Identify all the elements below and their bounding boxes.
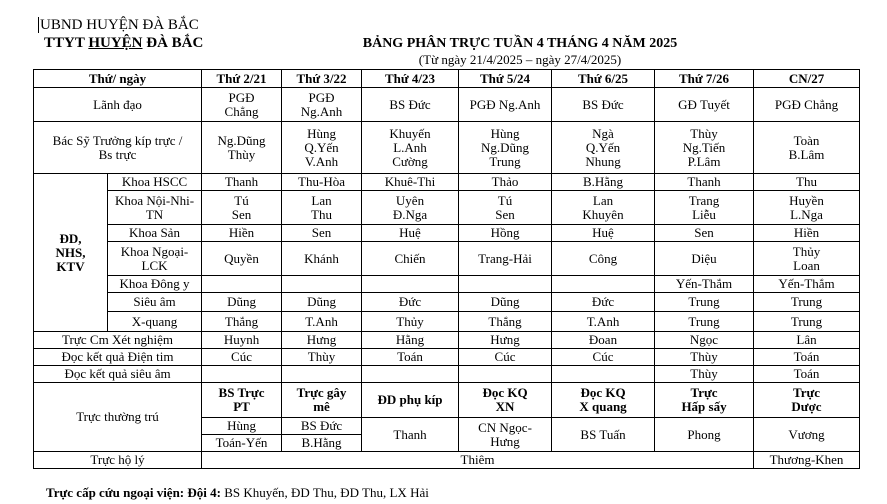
table-row-doctors	[34, 122, 860, 174]
table-cell: Hùng Ng.Dũng Trung	[459, 122, 552, 174]
document-subtitle: (Từ ngày 21/4/2025 – ngày 27/4/2025)	[418, 52, 622, 67]
table-cell: Tú Sen	[202, 191, 282, 225]
table-cell: BS Đức	[362, 88, 459, 122]
table-cell: Công	[552, 242, 655, 276]
table-cell: PGĐ Chẳng	[202, 88, 282, 122]
row-label: Lãnh đạo	[34, 88, 202, 122]
table-cell	[282, 276, 362, 293]
role-header: ĐD phụ kíp	[362, 383, 459, 418]
table-cell: Trang Liễu	[655, 191, 754, 225]
table-cell: Quyền	[202, 242, 282, 276]
table-cell: Diệu	[655, 242, 754, 276]
day-header: Thứ 6/25	[552, 70, 655, 88]
table-cell: Sen	[655, 225, 754, 242]
table-cell: Yến-Thắm	[655, 276, 754, 293]
table-row-dept	[34, 225, 860, 242]
table-cell: Trung	[655, 293, 754, 312]
dept-label: Khoa Sản	[108, 225, 202, 242]
role-header: Trực Hấp sấy	[655, 383, 754, 418]
table-cell: Hùng	[202, 418, 282, 435]
dept-label: Khoa Nội-Nhi- TN	[108, 191, 202, 225]
org-name-health-center	[44, 35, 203, 51]
footer-note	[46, 485, 429, 500]
table-cell: Phong	[655, 418, 754, 452]
table-row-dept	[34, 242, 860, 276]
org-suffix: ĐÀ BẮC	[142, 35, 204, 51]
table-cell: Huynh	[202, 332, 282, 349]
table-cell: Vương	[754, 418, 860, 452]
role-header: Trực Dược	[754, 383, 860, 418]
document-title: BẢNG PHÂN TRỰC TUẦN 4 THÁNG 4 NĂM 2025	[362, 36, 678, 51]
row-label: Trực hộ lý	[34, 452, 202, 469]
table-cell: B.Hằng	[282, 435, 362, 452]
row-label: Trực Cm Xét nghiệm	[34, 332, 202, 349]
dept-label: Khoa HSCC	[108, 174, 202, 191]
role-header: Đọc KQ X quang	[552, 383, 655, 418]
table-cell: Ngọc	[655, 332, 754, 349]
day-header: Thứ 5/24	[459, 70, 552, 88]
table-cell: Thanh	[362, 418, 459, 452]
dept-label: Siêu âm	[108, 293, 202, 312]
table-row-dept	[34, 276, 860, 293]
table-cell: Thùy	[655, 366, 754, 383]
staff-group-label: ĐD, NHS, KTV	[34, 174, 108, 332]
table-cell: Hằng	[362, 332, 459, 349]
table-cell: Thắng	[202, 312, 282, 332]
table-cell: Tú Sen	[459, 191, 552, 225]
table-cell: Dũng	[202, 293, 282, 312]
table-cell: Thùy	[655, 349, 754, 366]
table-cell: Dũng	[459, 293, 552, 312]
org-underlined-word: HUYỆN	[88, 35, 143, 51]
table-cell	[552, 276, 655, 293]
table-cell: Đức	[552, 293, 655, 312]
table-cell: Hưng	[282, 332, 362, 349]
table-cell: Thủy Loan	[754, 242, 860, 276]
table-cell: Khánh	[282, 242, 362, 276]
table-cell: Dũng	[282, 293, 362, 312]
table-cell: Toán-Yến	[202, 435, 282, 452]
table-cell	[282, 366, 362, 383]
table-row-lab	[34, 332, 860, 349]
table-cell: PGĐ Ng.Anh	[282, 88, 362, 122]
table-cell: Ngà Q.Yến Nhung	[552, 122, 655, 174]
table-cell: Thảo	[459, 174, 552, 191]
table-cell: PGĐ Ng.Anh	[459, 88, 552, 122]
table-cell	[552, 366, 655, 383]
table-cell: Cúc	[202, 349, 282, 366]
table-cell: T.Anh	[282, 312, 362, 332]
table-cell: Thủy	[362, 312, 459, 332]
footer-text: BS Khuyến, ĐD Thu, ĐD Thu, LX Hải	[220, 485, 429, 500]
table-cell: Huệ	[552, 225, 655, 242]
document-header	[0, 0, 887, 70]
role-header: Đọc KQ XN	[459, 383, 552, 418]
table-cell: Hồng	[459, 225, 552, 242]
table-cell: CN Ngọc- Hưng	[459, 418, 552, 452]
table-cell: Khuyến L.Anh Cường	[362, 122, 459, 174]
row-label: Đọc kết quả Điện tim	[34, 349, 202, 366]
table-cell: Thương-Khen	[754, 452, 860, 469]
table-cell: Cúc	[552, 349, 655, 366]
table-cell	[459, 276, 552, 293]
table-row-nursing	[34, 452, 860, 469]
table-cell	[202, 276, 282, 293]
row-label: Trực thường trú	[34, 383, 202, 452]
table-cell: Hiền	[754, 225, 860, 242]
table-cell	[362, 366, 459, 383]
corner-cell: Thứ/ ngày	[34, 70, 202, 88]
role-header: Trực gây mê	[282, 383, 362, 418]
table-row-dept	[34, 191, 860, 225]
day-header: Thứ 2/21	[202, 70, 282, 88]
table-cell: Thùy	[282, 349, 362, 366]
table-cell: Thùy Ng.Tiến P.Lâm	[655, 122, 754, 174]
table-cell: BS Đức	[552, 88, 655, 122]
table-cell: B.Hằng	[552, 174, 655, 191]
day-header: Thứ 7/26	[655, 70, 754, 88]
table-cell: Ng.Dũng Thùy	[202, 122, 282, 174]
table-cell: Trung	[655, 312, 754, 332]
table-cell: Cúc	[459, 349, 552, 366]
table-cell: Lan Khuyên	[552, 191, 655, 225]
table-row-ultrasound-read	[34, 366, 860, 383]
table-cell: Hùng Q.Yến V.Anh	[282, 122, 362, 174]
table-cell: Thu-Hòa	[282, 174, 362, 191]
table-cell: Chiến	[362, 242, 459, 276]
table-cell: GĐ Tuyết	[655, 88, 754, 122]
table-cell: Thanh	[655, 174, 754, 191]
table-cell: Toán	[754, 366, 860, 383]
table-cell	[202, 366, 282, 383]
table-row-dept	[34, 293, 860, 312]
header-row	[34, 70, 860, 88]
table-cell: Sen	[282, 225, 362, 242]
day-header: Thứ 4/23	[362, 70, 459, 88]
table-cell: Trung	[754, 293, 860, 312]
table-cell: Trung	[754, 312, 860, 332]
table-cell: Hiền	[202, 225, 282, 242]
table-cell: Lan Thu	[282, 191, 362, 225]
table-cell: Lân	[754, 332, 860, 349]
role-header: BS Trực PT	[202, 383, 282, 418]
table-cell: Huệ	[362, 225, 459, 242]
table-cell: Đức	[362, 293, 459, 312]
day-header: Thứ 3/22	[282, 70, 362, 88]
table-cell: Toàn B.Lâm	[754, 122, 860, 174]
duty-roster-table	[33, 69, 860, 469]
table-row-resident-roles	[34, 383, 860, 418]
dept-label: Khoa Đông y	[108, 276, 202, 293]
table-cell: Hưng	[459, 332, 552, 349]
table-cell: Toán	[362, 349, 459, 366]
table-cell: Toán	[754, 349, 860, 366]
table-cell: BS Đức	[282, 418, 362, 435]
dept-label: Khoa Ngoại- LCK	[108, 242, 202, 276]
table-row-leaders	[34, 88, 860, 122]
footer-label: Trực cấp cứu ngoại viện: Đội 4:	[46, 485, 221, 500]
table-cell: Đoan	[552, 332, 655, 349]
table-row-ecg	[34, 349, 860, 366]
table-cell	[362, 276, 459, 293]
table-cell: Thu	[754, 174, 860, 191]
org-prefix: TTYT	[44, 35, 89, 51]
table-row-dept	[34, 312, 860, 332]
row-label: Đọc kết quả siêu âm	[34, 366, 202, 383]
row-label: Bác Sỹ Trưởng kíp trực / Bs trực	[34, 122, 202, 174]
table-cell	[459, 366, 552, 383]
day-header: CN/27	[754, 70, 860, 88]
table-cell: Thắng	[459, 312, 552, 332]
org-name-district: UBND HUYỆN ĐÀ BẮC	[40, 17, 199, 33]
table-cell: Yến-Thắm	[754, 276, 860, 293]
dept-label: X-quang	[108, 312, 202, 332]
table-cell: BS Tuấn	[552, 418, 655, 452]
table-cell: Khuê-Thi	[362, 174, 459, 191]
table-cell: Thanh	[202, 174, 282, 191]
table-cell: Uyên Đ.Nga	[362, 191, 459, 225]
table-cell: T.Anh	[552, 312, 655, 332]
table-cell: PGĐ Chẳng	[754, 88, 860, 122]
table-cell: Trang-Hải	[459, 242, 552, 276]
table-cell: Huyền L.Nga	[754, 191, 860, 225]
table-cell: Thiêm	[202, 452, 754, 469]
table-row-dept	[34, 174, 860, 191]
